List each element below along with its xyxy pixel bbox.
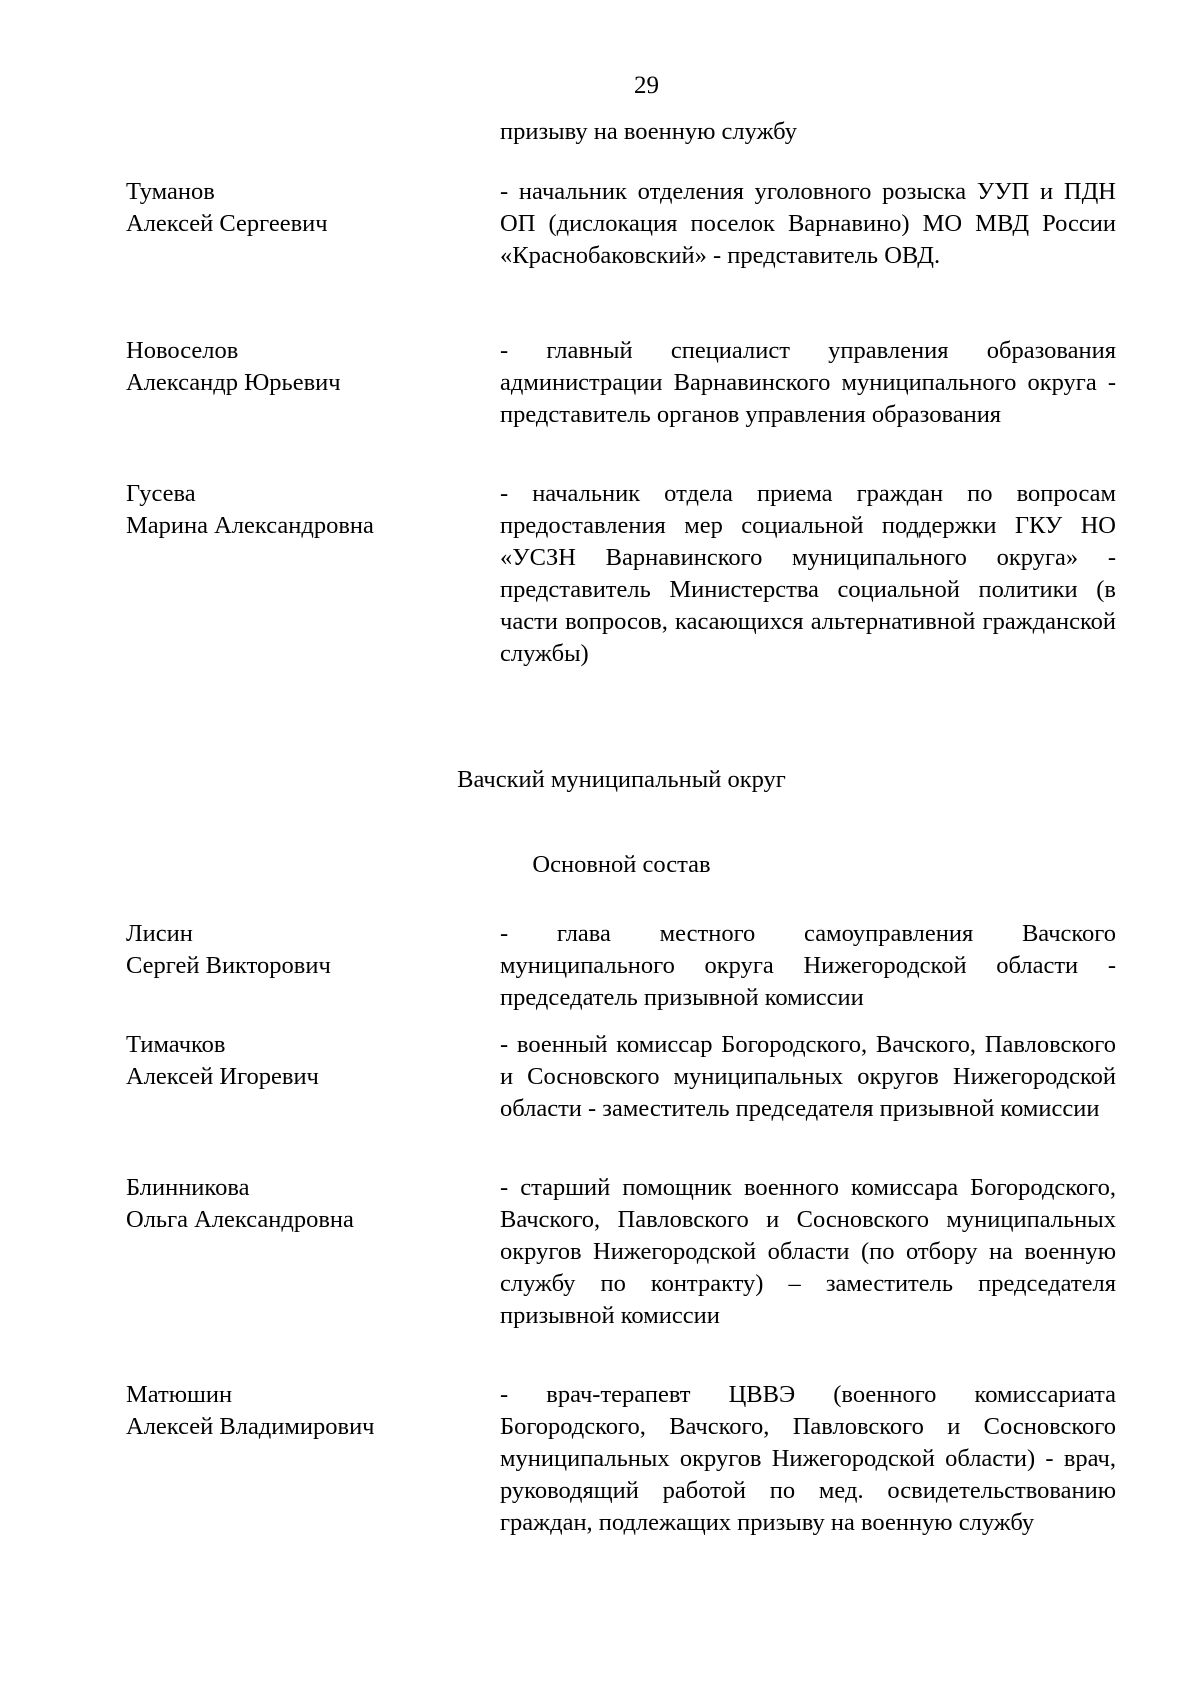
member-role: - глава местного самоуправления Вачского муниципального округа Нижегородской области - председатель призывной комиссии [500,920,1116,1011]
member-given-names: Алексей Сергеевич [126,210,328,237]
member-name [126,176,486,240]
member-role: - врач-терапевт ЦВВЭ (военного комиссариата Богородского, Вачского, Павловского и Сосновского муниципальных округов Нижегородской области) - врач, руководящий работой по мед. освидетельствованию граждан, подлежащих призыву на военную службу [500,1381,1116,1536]
member-role: - начальник отделения уголовного розыска УУП и ПДН ОП (дислокация поселок Варнавино) МО МВД России «Краснобаковский» - представитель ОВД. [500,178,1116,269]
member-name [126,1172,486,1236]
composition-heading: Основной состав [532,851,711,878]
continuation-text: призыву на военную службу [500,118,797,145]
member-role: - военный комиссар Богородского, Вачского, Павловского и Сосновского муниципальных округов Нижегородской области - заместитель председателя призывной комиссии [500,1031,1116,1122]
member-surname: Тимачков [126,1031,226,1058]
member-name [126,918,486,982]
member-surname: Матюшин [126,1381,233,1408]
member-surname: Гусева [126,480,196,507]
member-given-names: Сергей Викторович [126,952,331,979]
member-given-names: Марина Александровна [126,512,374,539]
district-heading: Вачский муниципальный округ [457,766,786,793]
member-name [126,478,486,542]
member-surname: Туманов [126,178,215,205]
member-name [126,1029,486,1093]
member-given-names: Ольга Александровна [126,1206,354,1233]
member-given-names: Алексей Владимирович [126,1413,375,1440]
member-surname: Лисин [126,920,193,947]
member-role: - начальник отдела приема граждан по вопросам предоставления мер социальной поддержки ГКУ НО «УСЗН Варнавинского муниципального округа» - представитель Министерства социальной политики (в части вопросов, касающихся альтернативной гражданской службы) [500,480,1116,667]
member-surname: Новоселов [126,337,239,364]
member-surname: Блинникова [126,1174,250,1201]
member-role: - старший помощник военного комиссара Богородского, Вачского, Павловского и Сосновского муниципальных округов Нижегородской области (по отбору на военную службу по контракту) – заместитель председателя призывной комиссии [500,1174,1116,1329]
member-name [126,1379,486,1443]
member-role: - главный специалист управления образования администрации Варнавинского муниципального округа - представитель органов управления образования [500,337,1116,428]
member-name [126,335,486,399]
page-number: 29 [634,72,659,99]
member-given-names: Александр Юрьевич [126,369,341,396]
member-given-names: Алексей Игоревич [126,1063,319,1090]
